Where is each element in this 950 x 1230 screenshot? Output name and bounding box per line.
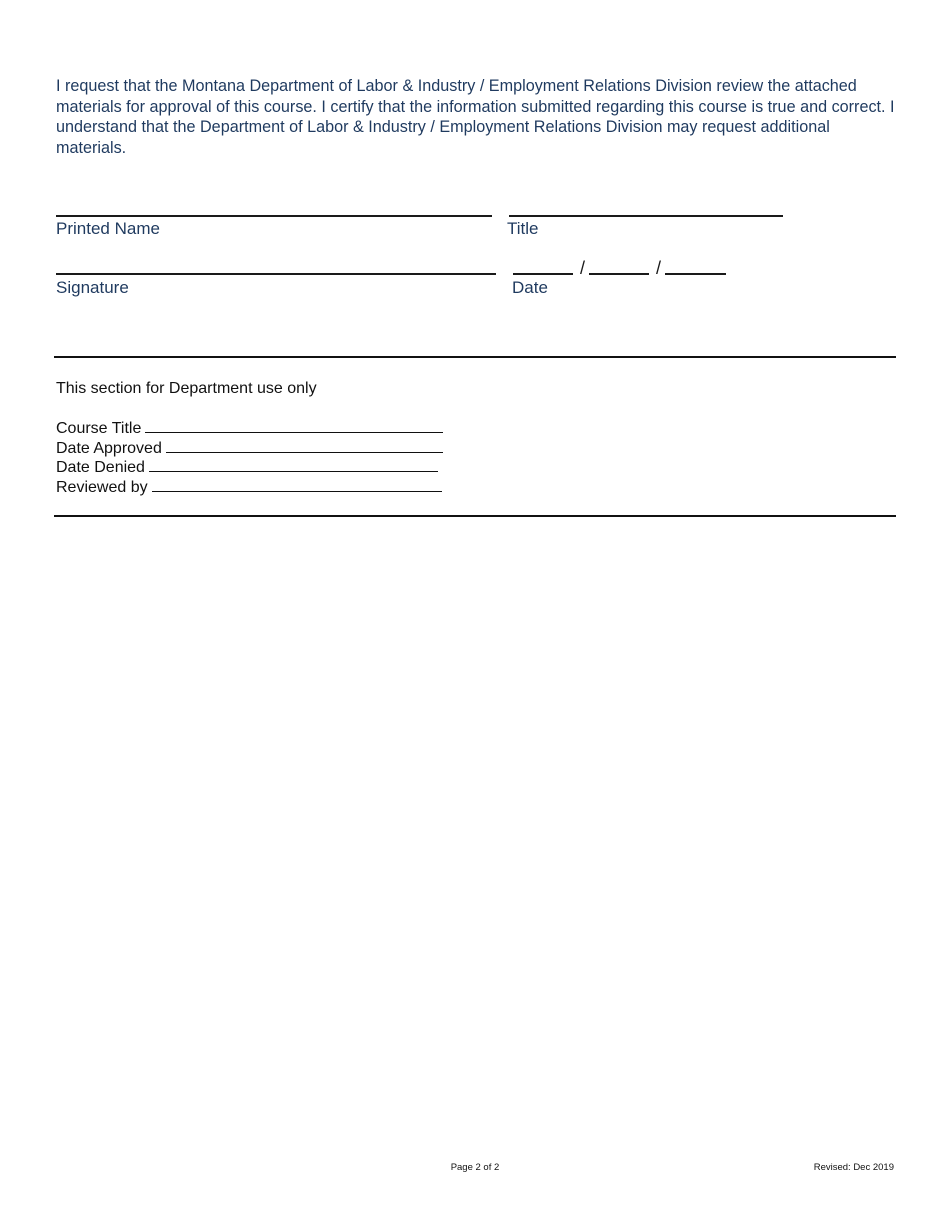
date-month-field[interactable] (513, 273, 573, 275)
certification-statement: I request that the Montana Department of Labor & Industry / Employment Relations Division review the attached materials for approval of this course. I certify that the information submitted regarding this course is true and correct. I understand that the Department of Labor & Industry / Employment Relations Division may request additional materials. (56, 77, 895, 157)
printed-name-field[interactable] (56, 215, 492, 217)
printed-name-label: Printed Name (56, 219, 160, 238)
date-denied-label: Date Denied (56, 459, 145, 476)
signature-field[interactable] (56, 273, 496, 275)
date-separator-2: / (656, 258, 662, 278)
date-approved-label: Date Approved (56, 439, 162, 457)
date-label: Date (512, 278, 548, 297)
section-divider-bottom (54, 515, 896, 517)
course-title-label: Course Title (56, 420, 142, 437)
department-section-heading: This section for Department use only (56, 380, 317, 397)
signature-label: Signature (56, 278, 129, 297)
section-divider-top (54, 356, 896, 358)
date-separator-1: / (580, 258, 586, 278)
page-number: Page 2 of 2 (450, 1162, 500, 1173)
reviewed-by-label: Reviewed by (56, 478, 148, 496)
date-denied-row (56, 457, 438, 478)
revision-date: Revised: Dec 2019 (813, 1162, 894, 1173)
course-title-row (56, 418, 443, 439)
reviewed-by-row (56, 477, 442, 498)
reviewed-by-field[interactable] (152, 477, 442, 492)
date-year-field[interactable] (665, 273, 726, 275)
title-field[interactable] (509, 215, 783, 217)
date-day-field[interactable] (589, 273, 649, 275)
title-label: Title (507, 219, 539, 238)
date-approved-row (56, 438, 443, 459)
date-approved-field[interactable] (166, 438, 443, 453)
course-title-field[interactable] (145, 418, 443, 433)
date-denied-field[interactable] (149, 457, 438, 472)
